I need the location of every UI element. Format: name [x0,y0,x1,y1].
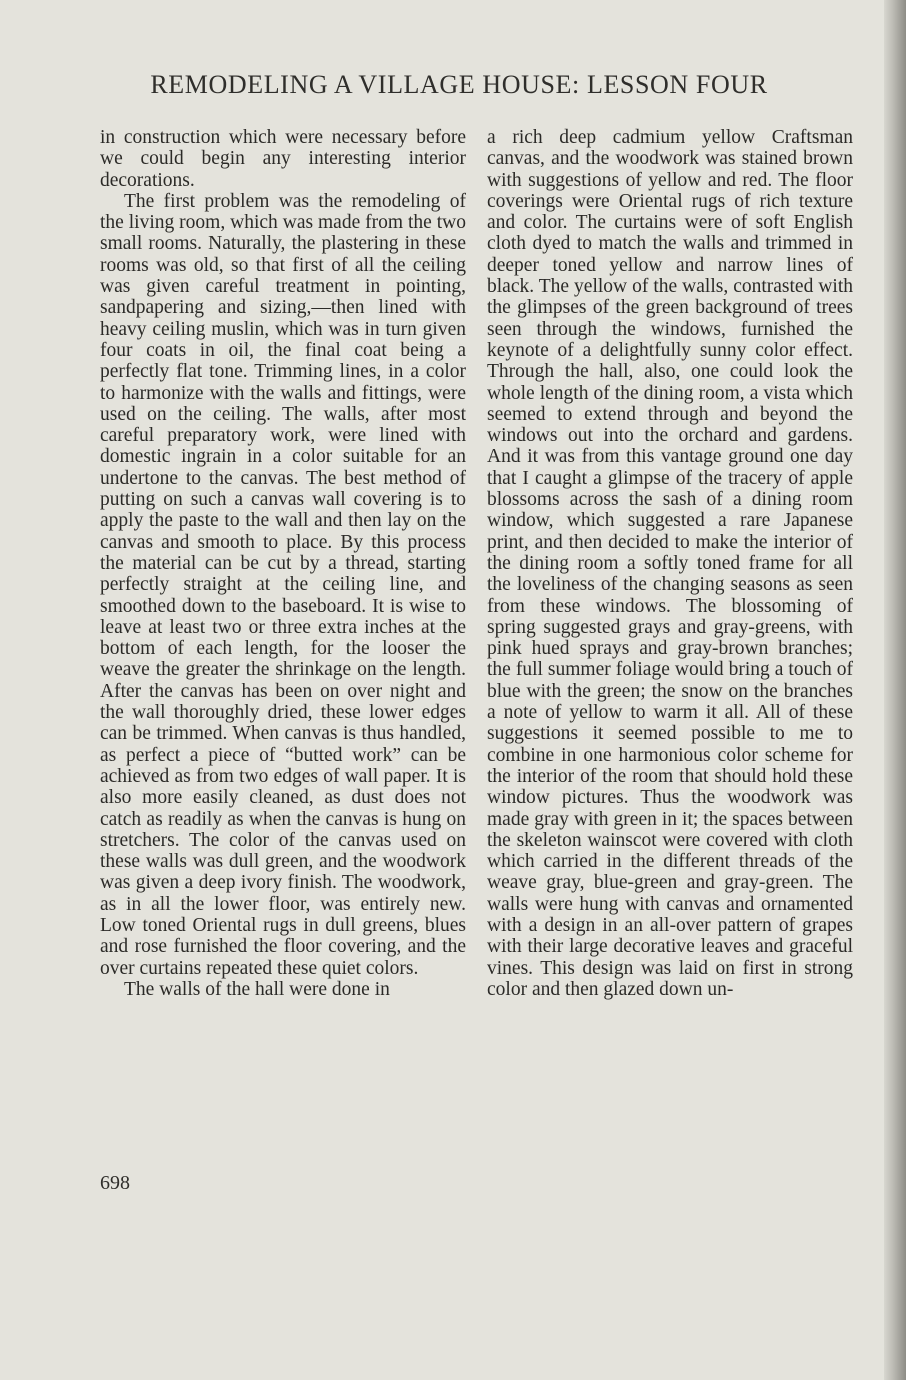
left-paragraph-2: The first problem was the remodeling of the living room, which was made from the two small rooms. Naturally, the plastering in these rooms was old, so that first of all the ceiling was given careful treatment in pointing, sandpapering and sizing,—then lined with heavy ceiling muslin, which was in turn given four coats in oil, the final coat being a perfectly flat tone. Trimming lines, in a color to harmonize with the walls and fittings, were used on the ceiling. The walls, after most careful preparatory work, were lined with domestic ingrain in a color suitable for an undertone to the canvas. The best method of putting on such a canvas wall covering is to apply the paste to the wall and then lay on the canvas and smooth to place. By this process the material can be cut by a thread, starting perfectly straight at the ceiling line, and smoothed down to the baseboard. It is wise to leave at least two or three extra inches at the bottom of each length, for the looser the weave the greater the shrinkage on the length. After the canvas has been on over night and the wall thoroughly dried, these lower edges can be trimmed. When canvas is thus handled, as perfect a piece of “butted work” can be achieved as from two edges of wall paper. It is also more easily cleaned, as dust does not catch as readily as when the canvas is hung on stretchers. The color of the canvas used on these walls was dull green, and the woodwork was given a deep ivory finish. The woodwork, as in all the lower floor, was entirely new. Low toned Oriental rugs in dull greens, blues and rose furnished the floor covering, and the over curtains repeated these quiet colors. [100,190,466,979]
left-text-column [100,127,466,1000]
left-paragraph-1: in construction which were necessary before we could begin any interesting interior decorations. [100,127,466,191]
right-paragraph-1: a rich deep cadmium yellow Craftsman canvas, and the woodwork was stained brown with suggestions of yellow and red. The floor coverings were Oriental rugs of rich texture and color. The curtains were of soft English cloth dyed to match the walls and trimmed in deeper toned yellow and narrow lines of black. The yellow of the walls, contrasted with the glimpses of the green background of trees seen through the windows, furnished the keynote of a delightfully sunny color effect. Through the hall, also, one could look the whole length of the dining room, a vista which seemed to extend through and beyond the windows out into the orchard and gardens. And it was from this vantage ground one day that I caught a glimpse of the tracery of apple blossoms across the sash of a dining room window, which suggested a rare Japanese print, and then decided to make the interior of the dining room a softly toned frame for all the loveliness of the changing seasons as seen from these windows. The blossoming of spring suggested grays and gray-greens, with pink hued sprays and gray-brown branches; the full summer foliage would bring a touch of blue with the green; the snow on the branches a note of yellow to warm it all. All of these suggestions it seemed possible to me to combine in one harmonious color scheme for the interior of the room that should hold these window pictures. Thus the woodwork was made gray with green in it; the spaces between the skeleton wainscot were covered with cloth which carried in the different threads of the weave gray, blue-green and gray-green. The walls were hung with canvas and ornamented with a design in an all-over pattern of grapes with their large decorative leaves and graceful vines. This design was laid on first in strong color and then glazed down un- [487,127,853,1000]
page-edge-shadow [884,0,906,1380]
right-text-column [487,127,853,1000]
running-title: REMODELING A VILLAGE HOUSE: LESSON FOUR [150,70,768,99]
page-number: 698 [100,1172,130,1194]
left-paragraph-3: The walls of the hall were done in [124,978,390,1000]
